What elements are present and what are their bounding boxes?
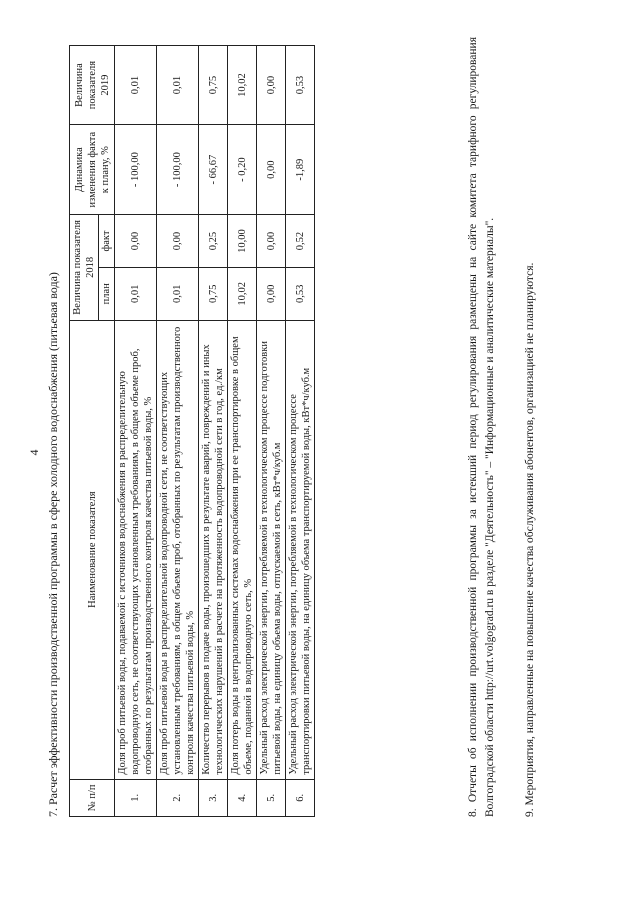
header-fact: факт [99,215,115,268]
paragraph-8-reports: 8. Отчеты об исполнении производственной программы за истекший период регулирования размещены на сайте комитета тарифного регулирования Волгоградской области http://urt.volgograd.ru в разделе "Деятельность" – "Информационные и аналитические материалы". [467,37,496,817]
efficiency-table [69,45,315,817]
value-2019: 0,01 [157,46,199,125]
value-2019: 10,02 [228,46,257,125]
value-2019: 0,01 [115,46,157,125]
plan-value: 0,01 [115,267,157,320]
fact-value: 0,00 [157,215,199,268]
header-num: № п/п [70,779,115,816]
value-2019: 0,75 [199,46,228,125]
table-row [228,46,257,817]
row-number: 2. [157,779,199,816]
header-value-2019: Величина показателя 2019 [70,46,115,125]
dynamics-value: - 66,67 [199,125,228,215]
plan-value: 0,75 [199,267,228,320]
dynamics-value: 0,00 [257,125,286,215]
fact-value: 0,00 [115,215,157,268]
header-plan: план [99,267,115,320]
row-number: 3. [199,779,228,816]
value-2019: 0,53 [286,46,315,125]
paragraph-9-measures: 9. Мероприятия, направленные на повышение качества обслуживания абонентов, организацией не планируются. [524,262,536,817]
header-dynamics: Динамика изменения факта к плану, % [70,125,115,215]
dynamics-value: - 100,00 [157,125,199,215]
fact-value: 10,00 [228,215,257,268]
indicator-name: Количество перерывов в подаче воды, произошедших в результате аварий, повреждений и иных технологических нарушений в расчете на протяженность водопроводной сети в год, ед./км [199,320,228,779]
indicator-name: Доля проб питьевой воды в распределительной водопроводной сети, не соответствующих установленным требованиям, в общем объеме проб, отобранных по результатам производственного контроля качества питьевой воды, % [157,320,199,779]
row-number: 4. [228,779,257,816]
row-number: 5. [257,779,286,816]
plan-value: 10,02 [228,267,257,320]
table-row [286,46,315,817]
plan-value: 0,00 [257,267,286,320]
header-name: Наименование показателя [70,320,115,779]
plan-value: 0,53 [286,267,315,320]
dynamics-value: - 0,20 [228,125,257,215]
header-value-2018: Величина показателя 2018 [70,215,99,320]
fact-value: 0,52 [286,215,315,268]
fact-value: 0,25 [199,215,228,268]
indicator-name: Удельный расход электрической энергии, потребляемой в технологическом процессе транспортировки питьевой воды, на единицу объема транспортируемой воды, кВт*ч/куб.м [286,320,315,779]
fact-value: 0,00 [257,215,286,268]
dynamics-value: -1,89 [286,125,315,215]
row-number: 6. [286,779,315,816]
dynamics-value: - 100,00 [115,125,157,215]
indicator-name: Удельный расход электрической энергии, потребляемой в технологическом процессе подготовки питьевой воды, на единицу объема воды, отпускаемой в сеть, кВт*ч/куб.м [257,320,286,779]
indicator-name: Доля потерь воды в централизованных системах водоснабжения при ее транспортировке в общем объеме, поданной в водопроводную сеть, % [228,320,257,779]
table-row [157,46,199,817]
indicator-name: Доля проб питьевой воды, подаваемой с источников водоснабжения в распределительную водопроводную сеть, не соответствующих установленным требованиям, в общем объеме проб, отобранных по результатам производственного контроля качества питьевой воды, % [115,320,157,779]
plan-value: 0,01 [157,267,199,320]
table-row [257,46,286,817]
table-row [199,46,228,817]
row-number: 1. [115,779,157,816]
value-2019: 0,00 [257,46,286,125]
page-number: 4 [27,449,41,456]
table-row [115,46,157,817]
section-7-heading: 7. Расчет эффективности производственной программы в сфере холодного водоснабжения (питьевая вода) [46,272,60,817]
